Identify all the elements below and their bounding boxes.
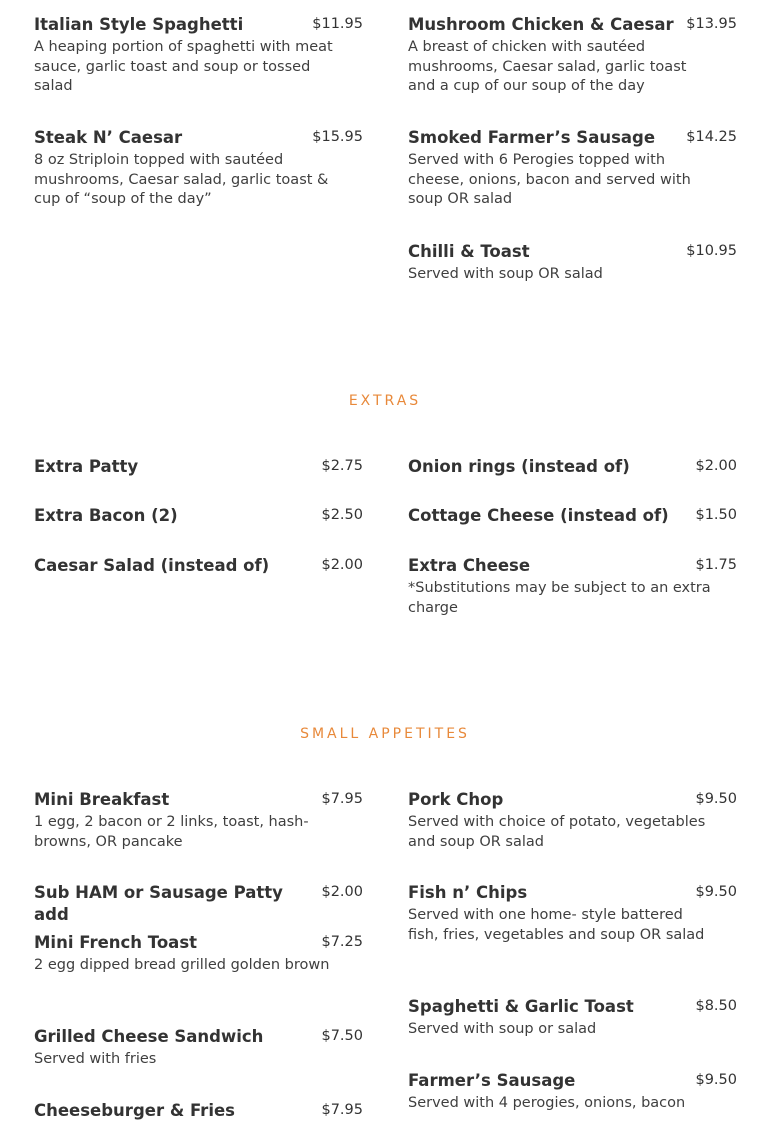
- item-price: $15.95: [312, 129, 363, 145]
- item-price: $2.00: [321, 557, 363, 573]
- item-name: Mini Breakfast: [34, 790, 170, 809]
- menu-item: [408, 127, 737, 210]
- item-price: $8.50: [695, 998, 737, 1014]
- item-description: Served with soup or salad: [408, 1021, 597, 1037]
- item-name: Extra Cheese: [408, 556, 531, 575]
- item-description: Served with 4 perogies, onions, bacon: [408, 1095, 686, 1111]
- menu-item: [34, 1100, 363, 1122]
- item-price: $2.50: [321, 507, 363, 523]
- item-price: $7.95: [321, 1102, 363, 1118]
- item-price: $2.75: [321, 458, 363, 474]
- item-name: Cottage Cheese (instead of): [408, 506, 669, 525]
- item-name: Extra Bacon (2): [34, 506, 178, 525]
- item-name: Sub HAM or Sausage Patty add: [34, 883, 283, 924]
- menu-item: [34, 14, 363, 97]
- menu-item: [408, 555, 737, 618]
- item-price: $7.25: [321, 934, 363, 950]
- item-price: $9.50: [695, 791, 737, 807]
- menu-item: [34, 882, 363, 926]
- item-price: $9.50: [695, 884, 737, 900]
- item-price: $2.00: [695, 458, 737, 474]
- menu-item: [34, 555, 363, 577]
- item-name: Onion rings (instead of): [408, 457, 630, 476]
- item-name: Caesar Salad (instead of): [34, 556, 270, 575]
- item-description: 2 egg dipped bread grilled golden brown: [34, 957, 330, 973]
- menu-item: [34, 789, 363, 852]
- menu-item: [408, 14, 737, 97]
- item-price: $9.50: [695, 1072, 737, 1088]
- item-price: $1.50: [695, 507, 737, 523]
- item-name: Chilli & Toast: [408, 242, 530, 261]
- menu-item: [408, 996, 737, 1040]
- item-description: *Substitutions may be subject to an extra charge: [408, 580, 711, 616]
- item-name: Italian Style Spaghetti: [34, 15, 244, 34]
- menu-item: [408, 789, 737, 852]
- item-name: Smoked Farmer’s Sausage: [408, 128, 656, 147]
- item-price: $7.50: [321, 1028, 363, 1044]
- item-name: Grilled Cheese Sandwich: [34, 1027, 264, 1046]
- item-price: $1.75: [695, 557, 737, 573]
- menu-item: [408, 241, 737, 285]
- menu-item: [408, 505, 737, 527]
- item-description: A heaping portion of spaghetti with meat sauce, garlic toast and soup or tossed salad: [34, 39, 333, 94]
- item-price: $11.95: [312, 16, 363, 32]
- item-name: Extra Patty: [34, 457, 139, 476]
- item-description: Served with soup OR salad: [408, 266, 603, 282]
- item-price: $2.00: [321, 884, 363, 900]
- menu-item: [34, 127, 363, 210]
- menu-item: [34, 456, 363, 478]
- item-name: Pork Chop: [408, 790, 504, 809]
- item-price: $13.95: [686, 16, 737, 32]
- item-description: Served with fries: [34, 1051, 157, 1067]
- item-description: Served with 6 Perogies topped with cheese, onions, bacon and served with soup OR salad: [408, 152, 691, 207]
- menu-item: [34, 932, 363, 976]
- item-price: $14.25: [686, 129, 737, 145]
- item-description: 1 egg, 2 bacon or 2 links, toast, hash-browns, OR pancake: [34, 814, 309, 850]
- item-name: Mini French Toast: [34, 933, 198, 952]
- menu-item: [408, 1070, 737, 1114]
- item-name: Mushroom Chicken & Caesar: [408, 15, 674, 34]
- item-name: Steak N’ Caesar: [34, 128, 183, 147]
- menu-item: [34, 1026, 363, 1070]
- menu-item: [408, 456, 737, 478]
- menu-item: [408, 882, 737, 945]
- item-price: $10.95: [686, 243, 737, 259]
- item-description: 8 oz Striploin topped with sautéed mushrooms, Caesar salad, garlic toast & cup of “soup of the day”: [34, 152, 329, 207]
- item-description: Served with one home- style battered fish, fries, vegetables and soup OR salad: [408, 907, 705, 943]
- section-title-extras: EXTRAS: [348, 393, 422, 409]
- item-name: Cheeseburger & Fries: [34, 1101, 235, 1120]
- item-name: Spaghetti & Garlic Toast: [408, 997, 634, 1016]
- item-name: Fish n’ Chips: [408, 883, 528, 902]
- item-price: $7.95: [321, 791, 363, 807]
- item-description: Served with choice of potato, vegetables and soup OR salad: [408, 814, 706, 850]
- menu-item: [34, 505, 363, 527]
- item-description: A breast of chicken with sautéed mushrooms, Caesar salad, garlic toast and a cup of our soup of the day: [408, 39, 687, 94]
- item-name: Farmer’s Sausage: [408, 1071, 576, 1090]
- section-title-small-appetites: SMALL APPETITES: [300, 726, 470, 742]
